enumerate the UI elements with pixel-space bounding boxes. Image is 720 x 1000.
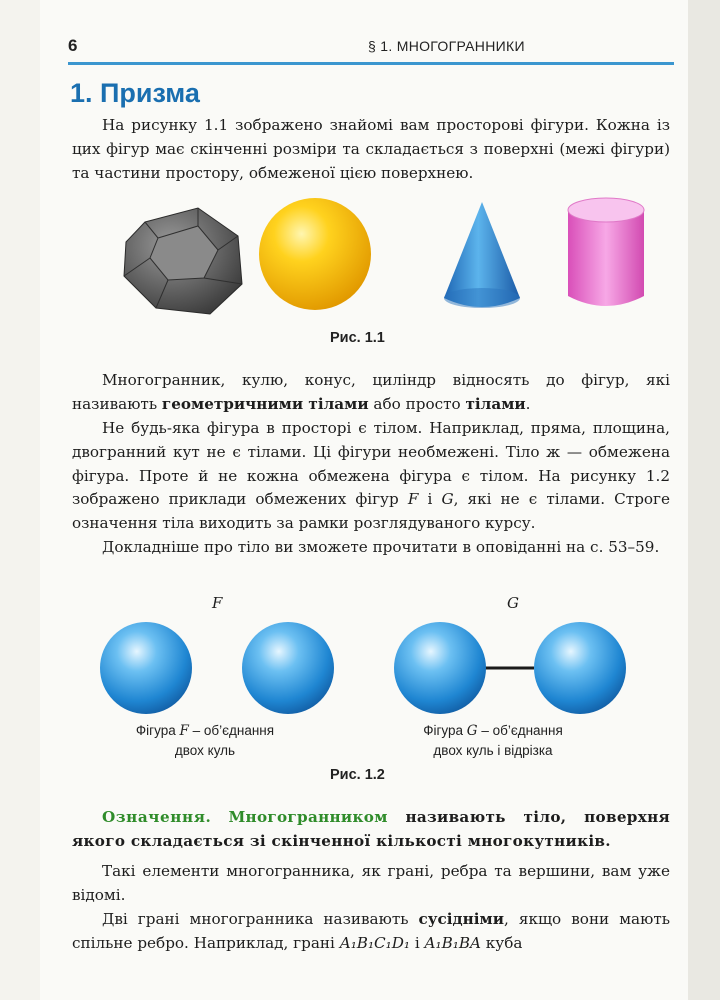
text-run: Фігура [423,723,467,738]
paragraph-geometric-bodies [72,369,670,417]
definition-text: називають тіло, поверхня якого складається зі скінченної кількості многокутників. [72,808,671,850]
sphere-shape [259,198,371,310]
page-number: 6 [68,36,78,55]
cylinder-shape [568,198,644,306]
definition-label: Означення. [102,808,212,826]
ball-g-right [534,622,626,714]
text-run: і [410,933,425,952]
variable-f: F [179,723,189,739]
variable-g: G [441,490,454,509]
page-header [68,36,674,58]
page-edge [688,0,720,1000]
face-label: A₁B₁BA [424,933,481,952]
text-run: куба [480,933,523,952]
paragraph-not-every-figure [72,417,670,536]
face-label: A₁B₁C₁D₁ [339,933,411,952]
figure-1-2-caption: Рис. 1.2 [330,767,385,783]
figure-g-caption [398,721,588,761]
figure-1-2 [90,620,650,720]
paragraph-elements: Такі елементи многогранника, як грані, ребра та вершини, вам уже відомі. [72,862,670,904]
text-run: , якщо вони мають спільне ребро. Наприклад, грані [72,910,670,952]
running-head: § 1. МНОГОГРАННИКИ [368,38,525,54]
ball-f-left [100,622,192,714]
paragraph-story-reference: Докладніше про тіло ви зможете прочитати в оповіданні на с. 53–59. [102,538,660,556]
cone-shape [444,202,520,308]
section-title: 1. Призма [70,78,200,108]
variable-f: F [407,490,419,509]
term-geometric-bodies: геометричними тілами [161,394,369,413]
paragraph-adjacent-faces [72,908,670,956]
text-run: . [525,394,531,413]
textbook-page [40,0,688,1000]
definition-keyword: Многогранником [228,808,388,826]
text-run: Фігура [135,723,180,738]
figure-f-label: F [212,594,223,612]
variable-g: G [466,723,478,739]
text-run: Многогранник, кулю, конус, циліндр відносять до фігур, які називають [72,371,670,413]
text-run: двох куль і відрізка [433,743,553,758]
paragraph-intro: На рисунку 1.1 зображено знайомі вам просторові фігури. Кожна із цих фігур має скінченні розміри та складається з поверхні (межі фігури) та частини простору, обмеженої цією поверхнею. [72,116,670,182]
figure-1-1 [110,192,650,322]
figure-f-caption [110,721,300,761]
term-bodies: тілами [465,394,526,413]
text-run: або просто [368,394,466,413]
text-run: – об’єднання [188,723,275,738]
text-run: – об’єднання [477,723,563,738]
text-run: , які не є тілами. Строге означення тіла виходить за рамки розглядуваного курсу. [72,490,670,533]
figure-1-1-caption: Рис. 1.1 [330,330,385,346]
figure-g-label: G [507,594,519,612]
text-run: Дві грані многогранника називають [102,910,419,928]
ball-g-left [394,622,486,714]
header-rule [68,62,674,65]
text-run: і [418,490,442,509]
ball-f-right [242,622,334,714]
text-run: Не будь-яка фігура в просторі є тілом. Наприклад, пряма, площина, двогранний кут не є тілами. Ці фігури необмежені. Тіло ж — обмежена фігура. Проте й не кожна обмежена фігура є тілом. На рисунку 1.2 зображено приклади обмежених фігур [72,419,670,509]
polyhedron-shape [124,208,242,314]
definition-polyhedron [72,806,670,854]
term-adjacent: сусідніми [418,910,504,928]
text-run: двох куль [174,743,236,758]
